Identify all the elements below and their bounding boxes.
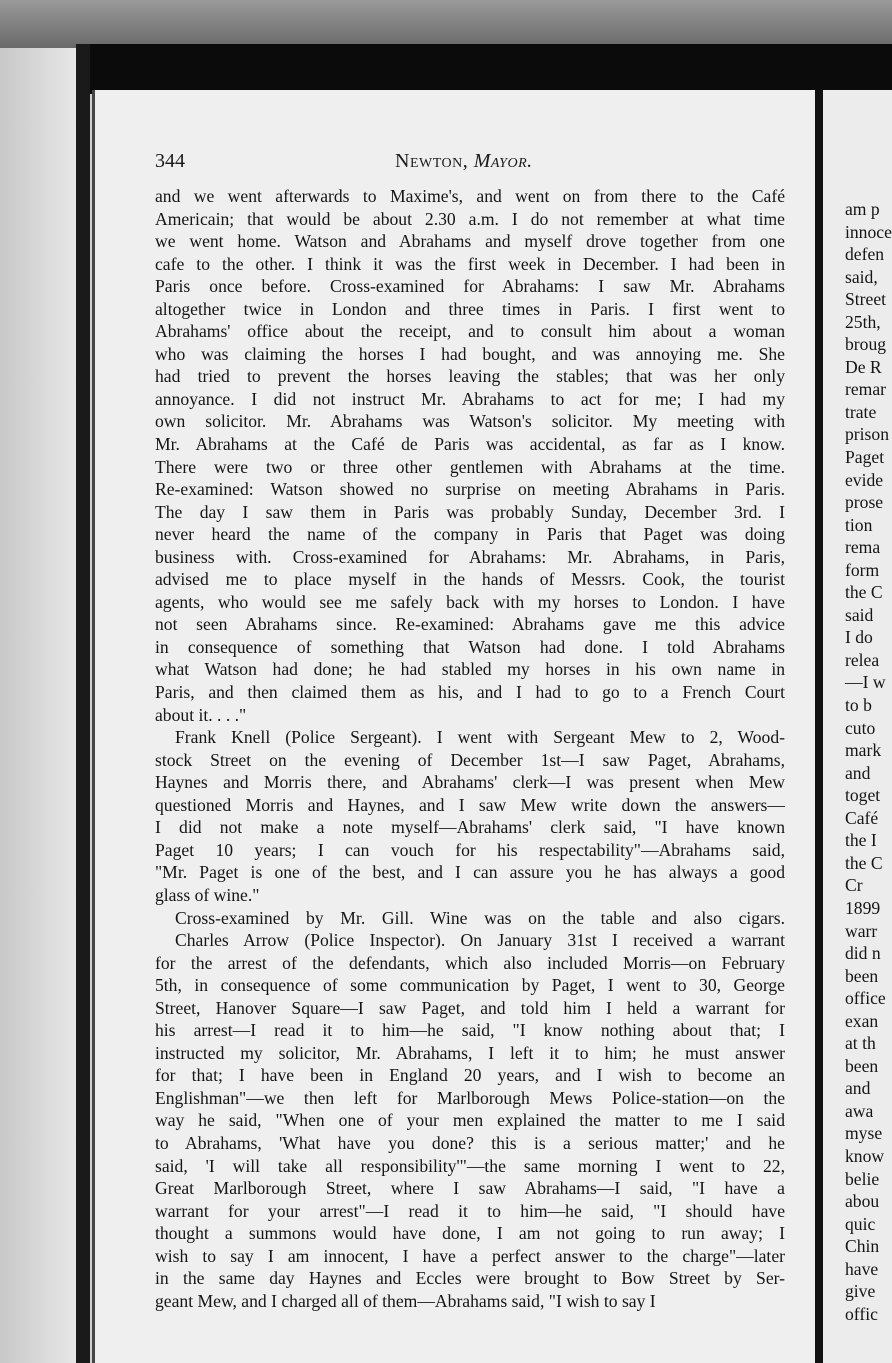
text-line: to Abrahams, 'What have you done? this is a serious matter;' and he <box>155 1132 785 1153</box>
right-page-line: Street <box>845 289 887 310</box>
text-line: 5th, in consequence of some communication by Paget, I went to 30, George <box>155 975 785 996</box>
text-line: cafe to the other. I think it was the first week in December. I had been in <box>155 253 785 274</box>
page-number: 344 <box>155 150 185 172</box>
text-line: Frank Knell (Police Sergeant). I went with Sergeant Mew to 2, Wood- <box>175 727 785 748</box>
text-line: glass of wine." <box>155 884 260 905</box>
book-binding-shadow <box>76 44 892 94</box>
right-page-line: Café <box>845 807 879 828</box>
right-page-line: remar <box>845 379 887 400</box>
page-edge-shadow <box>76 44 90 1363</box>
text-line: "Mr. Paget is one of the best, and I can assure you he has always a good <box>155 862 785 883</box>
running-head-name: Newton, <box>395 150 469 172</box>
text-line: Americain; that would be about 2.30 a.m. I do not remember at what time <box>155 208 785 229</box>
text-line: and we went afterwards to Maxime's, and went on from there to the Café <box>155 186 785 206</box>
right-page-line: Paget <box>845 447 885 468</box>
text-line: never heard the name of the company in Paris that Paget was doing <box>155 524 785 545</box>
right-page-line: myse <box>845 1123 883 1144</box>
right-page-line: Cr <box>845 875 863 896</box>
body-text <box>155 185 785 1312</box>
scan-left-margin <box>0 48 78 1363</box>
right-page-line: and <box>845 1078 871 1099</box>
book-gutter <box>815 90 823 1363</box>
text-line: business with. Cross-examined for Abrahams: Mr. Abrahams, in Paris, <box>155 546 785 567</box>
right-page-line: and <box>845 762 871 783</box>
right-page-line: mark <box>845 740 882 761</box>
text-line: wish to say I am innocent, I have a perfect answer to the charge"—later <box>155 1245 785 1266</box>
right-page-line: to b <box>845 695 872 716</box>
right-page-line: said, <box>845 266 878 287</box>
right-page-line: De R <box>845 356 882 377</box>
right-page-line: 1899 <box>845 897 881 918</box>
right-page-line: I do <box>845 627 873 648</box>
text-line: who was claiming the horses I had bought, and was annoying me. She <box>155 343 785 364</box>
text-line: The day I saw them in Paris was probably Sunday, December 3rd. I <box>155 501 785 522</box>
text-line: Great Marlborough Street, where I saw Abrahams—I said, "I have a <box>155 1178 785 1199</box>
right-page-line: know <box>845 1145 885 1166</box>
right-page-line: evide <box>845 469 884 490</box>
right-page-line: belie <box>845 1168 880 1189</box>
right-page-line: warr <box>845 920 878 941</box>
text-line: stock Street on the evening of December 1st—I saw Paget, Abrahams, <box>155 749 785 770</box>
text-line: thought a summons would have done, I am not going to run away; I <box>155 1223 785 1244</box>
right-page-line: prose <box>845 492 884 513</box>
right-page-line: innoce <box>845 221 892 242</box>
scan-top-margin <box>0 0 892 48</box>
right-page-line: the C <box>845 582 883 603</box>
text-line: agents, who would see me safely back with my horses to London. I have <box>155 591 785 612</box>
text-line: advised me to place myself in the hands of Messrs. Cook, the tourist <box>155 569 785 590</box>
text-line: about it. . . ." <box>155 704 247 725</box>
text-line: Cross-examined by Mr. Gill. Wine was on the table and also cigars. <box>175 907 785 928</box>
right-page-line: trate <box>845 401 877 422</box>
right-page-line: office <box>845 988 886 1009</box>
right-page-line: relea <box>845 649 880 670</box>
text-line: questioned Morris and Haynes, and I saw Mew write down the answers— <box>155 794 785 815</box>
right-page-line: rema <box>845 537 881 558</box>
text-line: way he said, "When one of your men explained the matter to me I said <box>155 1110 785 1131</box>
right-page-line: the I <box>845 830 877 851</box>
right-page-line: broug <box>845 334 887 355</box>
text-line: Abrahams' office about the receipt, and to consult him about a woman <box>155 321 785 342</box>
text-line: not seen Abrahams since. Re-examined: Abrahams gave me this advice <box>155 614 785 635</box>
right-page-line: quic <box>845 1213 876 1234</box>
right-page-line: been <box>845 965 879 986</box>
text-line: Re-examined: Watson showed no surprise on meeting Abrahams in Paris. <box>155 479 785 500</box>
text-line: geant Mew, and I charged all of them—Abrahams said, "I wish to say I <box>155 1290 656 1311</box>
right-page-line: said <box>845 604 874 625</box>
right-page-line: exan <box>845 1010 879 1031</box>
text-line: instructed my solicitor, Mr. Abrahams, I left it to him; he must answer <box>155 1042 785 1063</box>
text-line: in consequence of something that Watson had done. I told Abrahams <box>155 636 785 657</box>
text-line: for that; I have been in England 20 years, and I wish to become an <box>155 1065 785 1086</box>
right-page-line: offic <box>845 1303 878 1324</box>
text-line: warrant for your arrest"—I read it to him—he said, "I should have <box>155 1200 785 1221</box>
right-page-line: cuto <box>845 717 876 738</box>
text-line: Paget 10 years; I can vouch for his respectability"—Abrahams said, <box>155 839 785 860</box>
right-page-line: awa <box>845 1100 874 1121</box>
right-page-line: have <box>845 1258 879 1279</box>
right-page-line: am p <box>845 199 880 219</box>
right-page-line: abou <box>845 1191 880 1212</box>
running-head-role: Mayor. <box>473 150 533 172</box>
text-line: Charles Arrow (Police Inspector). On January 31st I received a warrant <box>175 930 785 951</box>
right-page-line: Chin <box>845 1236 880 1257</box>
text-line: said, 'I will take all responsibility'"—the same morning I went to 22, <box>155 1155 785 1176</box>
right-page-line: 25th, <box>845 311 881 332</box>
book-page-right-partial <box>823 90 892 1363</box>
text-line: in the same day Haynes and Eccles were brought to Bow Street by Ser- <box>155 1268 785 1289</box>
running-head <box>395 150 533 173</box>
text-line: Paris, and then claimed them as his, and I had to go to a French Court <box>155 682 785 703</box>
page-header <box>155 150 795 180</box>
right-page-line: the C <box>845 852 883 873</box>
text-line: own solicitor. Mr. Abrahams was Watson's solicitor. My meeting with <box>155 411 785 432</box>
right-page-line: toget <box>845 785 881 806</box>
text-line: what Watson had done; he had stabled my horses in his own name in <box>155 659 785 680</box>
text-line: Street, Hanover Square—I saw Paget, and told him I held a warrant for <box>155 997 785 1018</box>
text-line: Paris once before. Cross-examined for Abrahams: I saw Mr. Abrahams <box>155 276 785 297</box>
right-page-line: —I w <box>845 672 886 693</box>
text-line: altogether twice in London and three times in Paris. I first went to <box>155 298 785 319</box>
text-line: There were two or three other gentlemen with Abrahams at the time. <box>155 456 785 477</box>
text-line: we went home. Watson and Abrahams and myself drove together from one <box>155 231 785 252</box>
text-line: had tried to prevent the horses leaving the stables; that was her only <box>155 366 785 387</box>
right-page-line: prison <box>845 424 889 445</box>
right-page-text <box>823 198 892 1325</box>
text-line: I did not make a note myself—Abrahams' clerk said, "I have known <box>155 817 785 838</box>
right-page-line: form <box>845 559 880 580</box>
text-line: his arrest—I read it to him—he said, "I know nothing about that; I <box>155 1020 785 1041</box>
right-page-line: tion <box>845 514 873 535</box>
text-line: Mr. Abrahams at the Café de Paris was accidental, as far as I know. <box>155 434 785 455</box>
right-page-line: been <box>845 1055 879 1076</box>
right-page-line: give <box>845 1281 876 1302</box>
right-page-line: defen <box>845 244 885 265</box>
text-line: Englishman"—we then left for Marlborough Mews Police-station—on the <box>155 1087 785 1108</box>
text-line: Haynes and Morris there, and Abrahams' clerk—I was present when Mew <box>155 772 785 793</box>
right-page-line: did n <box>845 943 881 964</box>
right-page-line: at th <box>845 1033 876 1054</box>
text-line: annoyance. I did not instruct Mr. Abrahams to act for me; I had my <box>155 388 785 409</box>
text-line: for the arrest of the defendants, which also included Morris—on February <box>155 952 785 973</box>
